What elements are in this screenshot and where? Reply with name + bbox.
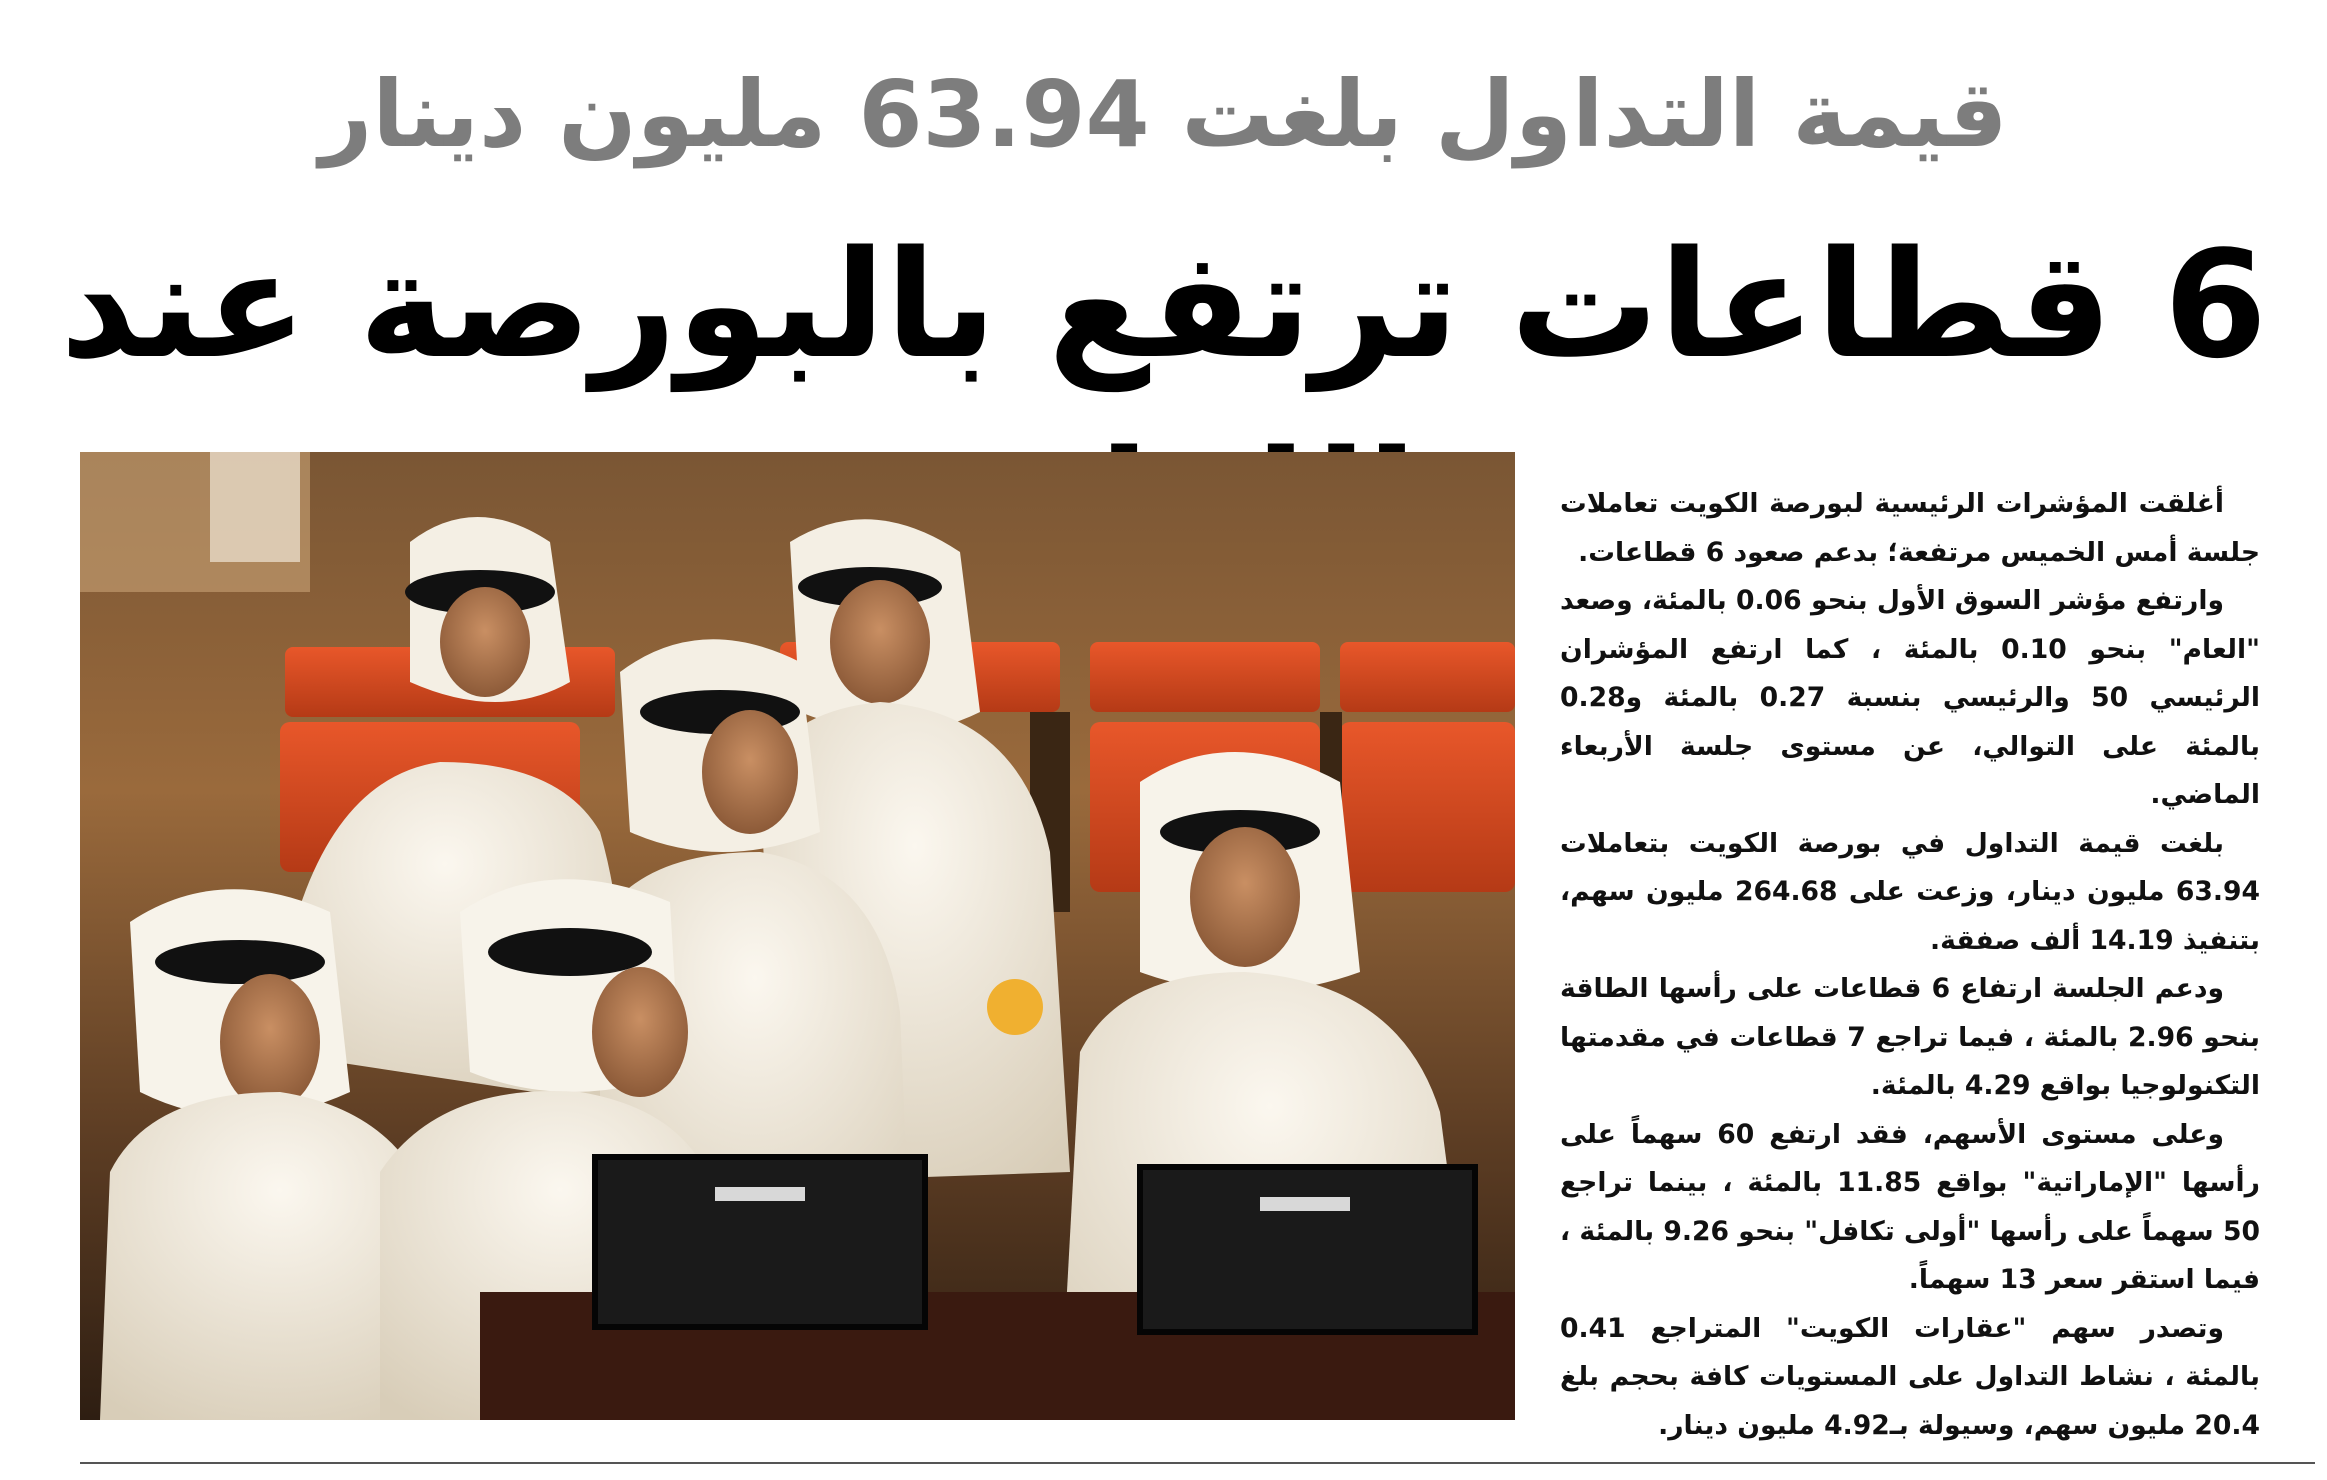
bottom-divider <box>80 1462 2315 1464</box>
article-paragraph: ودعم الجلسة ارتفاع 6 قطاعات على رأسها الطاقة بنحو 2.96 بالمئة ، فيما تراجع 7 قطاعات في مقدمتها التكنولوجيا بواقع 4.29 بالمئة. <box>1560 973 2260 1101</box>
article-paragraph: بلغت قيمة التداول في بورصة الكويت بتعاملات 63.94 مليون دينار، وزعت على 264.68 مليون سهم، بتنفيذ 14.19 ألف صفقة. <box>1560 827 2261 956</box>
article-paragraph: وتصدر سهم "عقارات الكويت" المتراجع 0.41 بالمئة ، نشاط التداول على المستويات كافة بحجم بلغ 20.4 مليون سهم، وسيولة بـ4.92 مليون دينار. <box>1560 1312 2260 1441</box>
trading-floor-photo <box>80 452 1515 1420</box>
article-paragraph: أغلقت المؤشرات الرئيسية لبورصة الكويت تعاملات جلسة أمس الخميس مرتفعة؛ بدعم صعود 6 قطاعات. <box>1560 488 2260 568</box>
article-paragraph: وارتفع مؤشر السوق الأول بنحو 0.06 بالمئة، وصعد "العام" بنحو 0.10 بالمئة ، كما ارتفع المؤشران الرئيسي 50 والرئيسي بنسبة 0.27 بالمئة و0.28 بالمئة على التوالي، عن مستوى جلسة الأربعاء الماضي. <box>1560 585 2261 810</box>
article-paragraph: وعلى مستوى الأسهم، فقد ارتفع 60 سهماً على رأسها "الإماراتية" بواقع 11.85 بالمئة ، بينما تراجع 50 سهماً على رأسها "أولى تكافل" بنحو 9.26 بالمئة ، فيما استقر سعر 13 سهماً. <box>1560 1118 2260 1295</box>
article-body <box>1560 480 2260 1440</box>
main-headline: 6 قطاعات ترتفع بالبورصة عند <box>60 219 2267 391</box>
kicker-headline: قيمة التداول بلغت 63.94 مليون دينار <box>319 61 2008 168</box>
